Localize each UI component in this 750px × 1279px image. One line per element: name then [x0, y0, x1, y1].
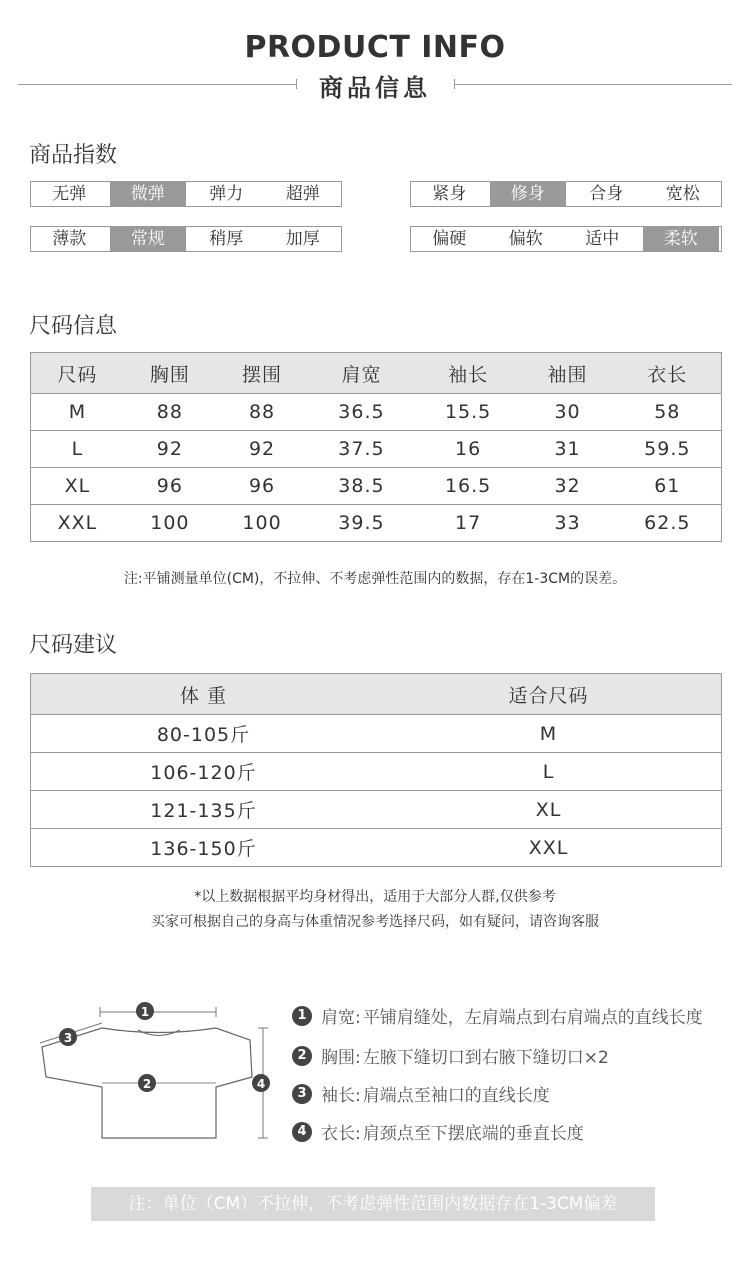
- legend-label: 肩宽:: [321, 1008, 361, 1028]
- table-cell: 100: [216, 505, 308, 542]
- table-cell: 39.5: [308, 505, 415, 542]
- table-cell: 59.5: [614, 431, 722, 468]
- table-cell: 92: [124, 431, 216, 468]
- table-cell: 96: [216, 468, 308, 505]
- table-cell: 106-120斤: [31, 753, 377, 791]
- table-cell: L: [376, 753, 722, 791]
- index-option: 加厚: [285, 229, 320, 249]
- table-cell: 38.5: [308, 468, 415, 505]
- legend-label: 衣长:: [321, 1124, 361, 1144]
- size-recommend-heading: 尺码建议: [29, 633, 118, 658]
- table-cell: 16: [415, 431, 522, 468]
- index-option-selected: 柔软: [643, 227, 720, 251]
- index-option: 偏硬: [432, 229, 467, 249]
- table-header-cell: 适合尺码: [376, 674, 722, 715]
- legend-item: [292, 1081, 550, 1106]
- table-cell: 58: [614, 394, 722, 431]
- table-cell: M: [31, 394, 124, 431]
- table-row: [31, 505, 722, 542]
- header-line-right: [454, 84, 732, 85]
- diagram-marker-1: [136, 1002, 154, 1020]
- legend-number: 3: [292, 1084, 312, 1104]
- table-cell: 31: [521, 431, 613, 468]
- legend-item: [292, 1119, 584, 1144]
- table-header-cell: 尺码: [31, 353, 124, 394]
- table-cell: 30: [521, 394, 613, 431]
- table-cell: 16.5: [415, 468, 522, 505]
- footer-note: 注：单位（CM）不拉伸，不考虑弹性范围内数据存在1-3CM偏差: [91, 1187, 655, 1221]
- index-option: 稍厚: [209, 229, 244, 249]
- title-cn: 商品信息: [319, 74, 431, 102]
- table-row: [31, 431, 722, 468]
- index-option: 合身: [589, 184, 624, 204]
- table-cell: 88: [216, 394, 308, 431]
- table-cell: 36.5: [308, 394, 415, 431]
- table-cell: 62.5: [614, 505, 722, 542]
- table-cell: XXL: [376, 829, 722, 867]
- table-header-cell: 胸围: [124, 353, 216, 394]
- legend-desc: 肩端点至袖口的直线长度: [362, 1086, 550, 1106]
- table-cell: 32: [521, 468, 613, 505]
- diagram-marker-4-label: 4: [256, 1077, 266, 1091]
- table-cell: XL: [31, 468, 124, 505]
- index-option: 紧身: [432, 184, 467, 204]
- index-option: 薄款: [52, 229, 87, 249]
- table-row: [31, 715, 722, 753]
- table-row: [31, 791, 722, 829]
- table-header-cell: 袖长: [415, 353, 522, 394]
- legend-desc: 左腋下缝切口到右腋下缝切口×2: [362, 1048, 609, 1068]
- index-option-selected: 修身: [490, 182, 567, 206]
- index-group-softness: [410, 226, 722, 252]
- size-info-heading: 尺码信息: [29, 314, 118, 339]
- table-cell: XXL: [31, 505, 124, 542]
- index-heading: 商品指数: [29, 143, 118, 168]
- index-option: 无弹: [52, 184, 87, 204]
- garment-diagram: [30, 995, 280, 1150]
- index-option: 宽松: [665, 184, 700, 204]
- diagram-marker-3-label: 3: [63, 1031, 73, 1045]
- index-option-selected: 微弹: [110, 182, 187, 206]
- table-row: [31, 753, 722, 791]
- size-note: 注:平铺测量单位(CM)，不拉伸、不考虑弹性范围内的数据，存在1-3CM的误差。: [123, 571, 627, 587]
- index-option: 偏软: [508, 229, 543, 249]
- diagram-marker-2-label: 2: [142, 1077, 152, 1091]
- table-cell: 37.5: [308, 431, 415, 468]
- index-option: 适中: [585, 229, 620, 249]
- index-group-elasticity: [30, 181, 342, 207]
- table-header-cell: 肩宽: [308, 353, 415, 394]
- size-recommend-table: [30, 673, 722, 867]
- table-cell: L: [31, 431, 124, 468]
- recommend-note-1: *以上数据根据平均身材得出，适用于大部分人群,仅供参考: [194, 889, 556, 905]
- table-header-row: [31, 674, 722, 715]
- table-cell: 61: [614, 468, 722, 505]
- index-group-thickness: [30, 226, 342, 252]
- table-header-cell: 袖围: [521, 353, 613, 394]
- table-cell: 121-135斤: [31, 791, 377, 829]
- table-cell: 136-150斤: [31, 829, 377, 867]
- recommend-note-2: 买家可根据自己的身高与体重情况参考选择尺码，如有疑问，请咨询客服: [151, 914, 599, 930]
- size-table: [30, 352, 722, 542]
- legend-number: 4: [292, 1122, 312, 1142]
- table-header-cell: 体 重: [31, 674, 377, 715]
- table-cell: 15.5: [415, 394, 522, 431]
- table-cell: 17: [415, 505, 522, 542]
- diagram-marker-4: [252, 1074, 270, 1092]
- diagram-marker-1-label: 1: [140, 1005, 150, 1019]
- table-row: [31, 468, 722, 505]
- title-en: PRODUCT INFO: [244, 30, 506, 65]
- index-option: 超弹: [285, 184, 320, 204]
- index-group-fit: [410, 181, 722, 207]
- diagram-marker-2: [138, 1074, 156, 1092]
- table-cell: 92: [216, 431, 308, 468]
- table-header-row: [31, 353, 722, 394]
- diagram-marker-3: [59, 1028, 77, 1046]
- table-cell: M: [376, 715, 722, 753]
- table-cell: XL: [376, 791, 722, 829]
- table-row: [31, 394, 722, 431]
- legend-desc: 平铺肩缝处，左肩端点到右肩端点的直线长度: [362, 1008, 703, 1028]
- table-cell: 33: [521, 505, 613, 542]
- table-row: [31, 829, 722, 867]
- index-option-selected: 常规: [110, 227, 187, 251]
- legend-label: 袖长:: [321, 1086, 361, 1106]
- table-cell: 80-105斤: [31, 715, 377, 753]
- table-cell: 88: [124, 394, 216, 431]
- legend-label: 胸围:: [321, 1048, 361, 1068]
- legend-number: 2: [292, 1046, 312, 1066]
- legend-item: [292, 1043, 609, 1068]
- legend-item: [292, 1003, 703, 1028]
- table-cell: 100: [124, 505, 216, 542]
- legend-number: 1: [292, 1006, 312, 1026]
- legend-desc: 肩颈点至下摆底端的垂直长度: [362, 1124, 584, 1144]
- table-cell: 96: [124, 468, 216, 505]
- table-header-cell: 摆围: [216, 353, 308, 394]
- table-header-cell: 衣长: [614, 353, 722, 394]
- index-option: 弹力: [209, 184, 244, 204]
